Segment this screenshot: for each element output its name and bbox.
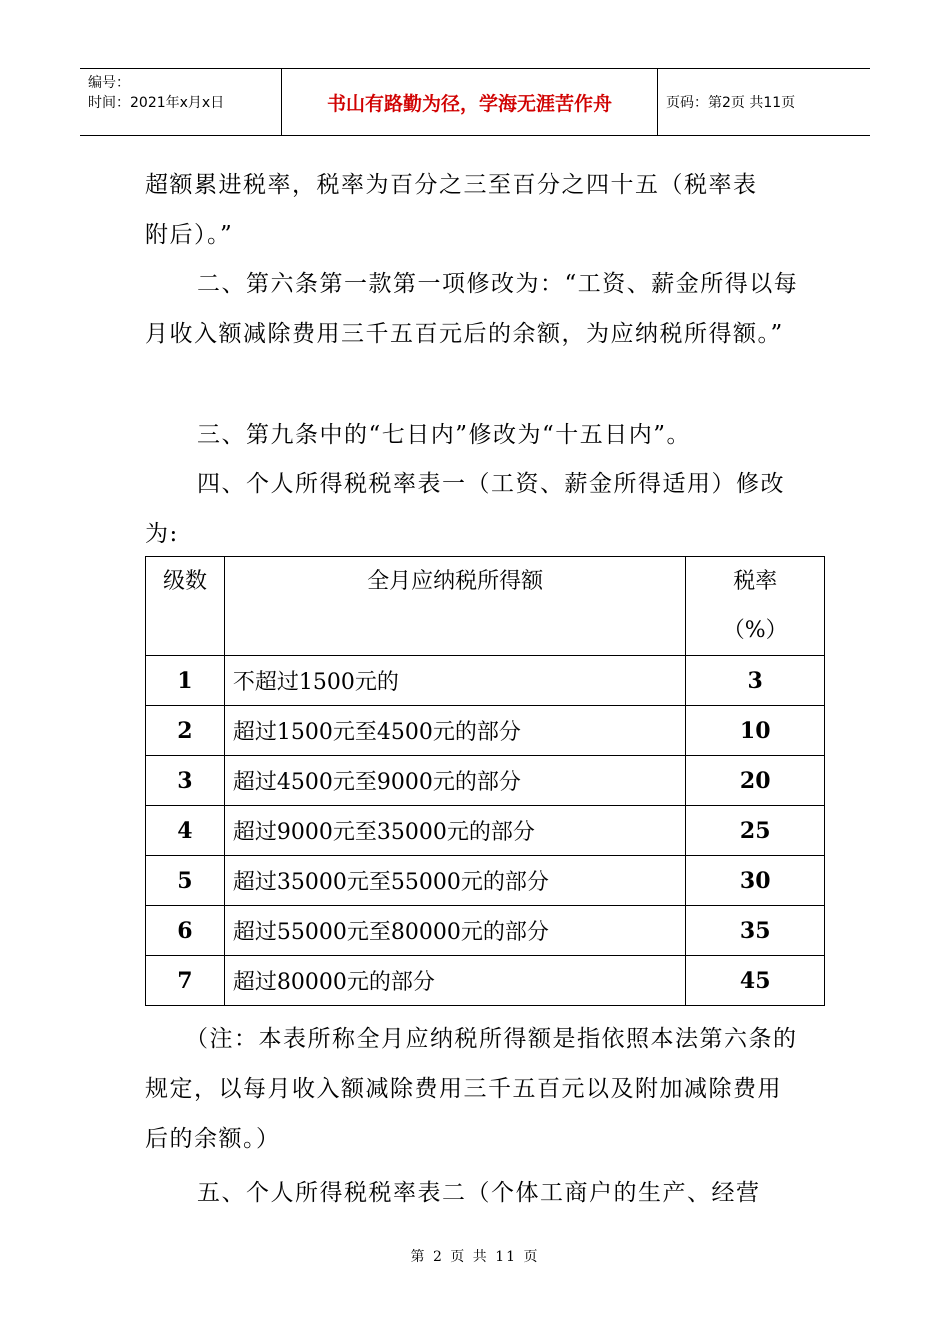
time-label: 时间：2021年x月x日: [88, 95, 225, 111]
cell-income: 超过80000元的部分: [224, 956, 686, 1006]
tax-rate-table: [145, 556, 825, 1006]
cell-income: 超过9000元至35000元的部分: [224, 806, 686, 856]
cell-level: 4: [146, 806, 225, 856]
cell-level: 6: [146, 906, 225, 956]
table-row: [146, 856, 825, 906]
cell-rate: 25: [686, 806, 825, 856]
paragraph-1-line-1: 超额累进税率，税率为百分之三至百分之四十五（税率表: [145, 172, 758, 198]
table-note: （注：本表所称全月应纳税所得额是指依照本法第六条的规定，以每月收入额减除费用三千五百元以及附加减除费用后的余额。）: [145, 1026, 798, 1152]
paragraph-2: 二、第六条第一款第一项修改为：“工资、薪金所得以每月收入额减除费用三千五百元后的余额，为应纳税所得额。”: [145, 271, 799, 347]
cell-level: 5: [146, 856, 225, 906]
cell-level: 2: [146, 706, 225, 756]
header-rate: [686, 557, 825, 656]
header-motto: 书山有路勤为径，学海无涯苦作舟: [282, 69, 658, 135]
header-income: 全月应纳税所得额: [224, 557, 686, 656]
cell-rate: 10: [686, 706, 825, 756]
table-row: [146, 706, 825, 756]
number-label: 编号：: [88, 75, 130, 91]
header-page-info: 页码：第2页 共11页: [666, 95, 796, 111]
cell-rate: 3: [686, 656, 825, 706]
table-row: [146, 756, 825, 806]
paragraph-3: 三、第九条中的“七日内”修改为“十五日内”。: [197, 422, 692, 448]
cell-income: 超过55000元至80000元的部分: [224, 906, 686, 956]
table-row: [146, 956, 825, 1006]
paragraph-4: 四、个人所得税税率表一（工资、薪金所得适用）修改为:: [145, 471, 785, 547]
cell-rate: 35: [686, 906, 825, 956]
page-footer: 第 2 页 共 11 页: [410, 1249, 540, 1265]
cell-rate: 30: [686, 856, 825, 906]
table-row: [146, 906, 825, 956]
cell-rate: 45: [686, 956, 825, 1006]
page-header: [80, 68, 870, 136]
cell-income: 不超过1500元的: [224, 656, 686, 706]
table-row: [146, 656, 825, 706]
paragraph-5: 五、个人所得税税率表二（个体工商户的生产、经营: [197, 1180, 761, 1206]
cell-income: 超过4500元至9000元的部分: [224, 756, 686, 806]
header-level: 级数: [146, 557, 225, 656]
header-rate-line-2: （%）: [722, 618, 788, 643]
table-header-row: [146, 557, 825, 656]
cell-income: 超过1500元至4500元的部分: [224, 706, 686, 756]
cell-income: 超过35000元至55000元的部分: [224, 856, 686, 906]
cell-level: 7: [146, 956, 225, 1006]
header-rate-line-1: 税率: [733, 569, 778, 594]
cell-level: 1: [146, 656, 225, 706]
header-meta: [80, 69, 282, 135]
cell-rate: 20: [686, 756, 825, 806]
paragraph-1-line-2: 附后）。”: [145, 222, 234, 248]
cell-level: 3: [146, 756, 225, 806]
table-row: [146, 806, 825, 856]
